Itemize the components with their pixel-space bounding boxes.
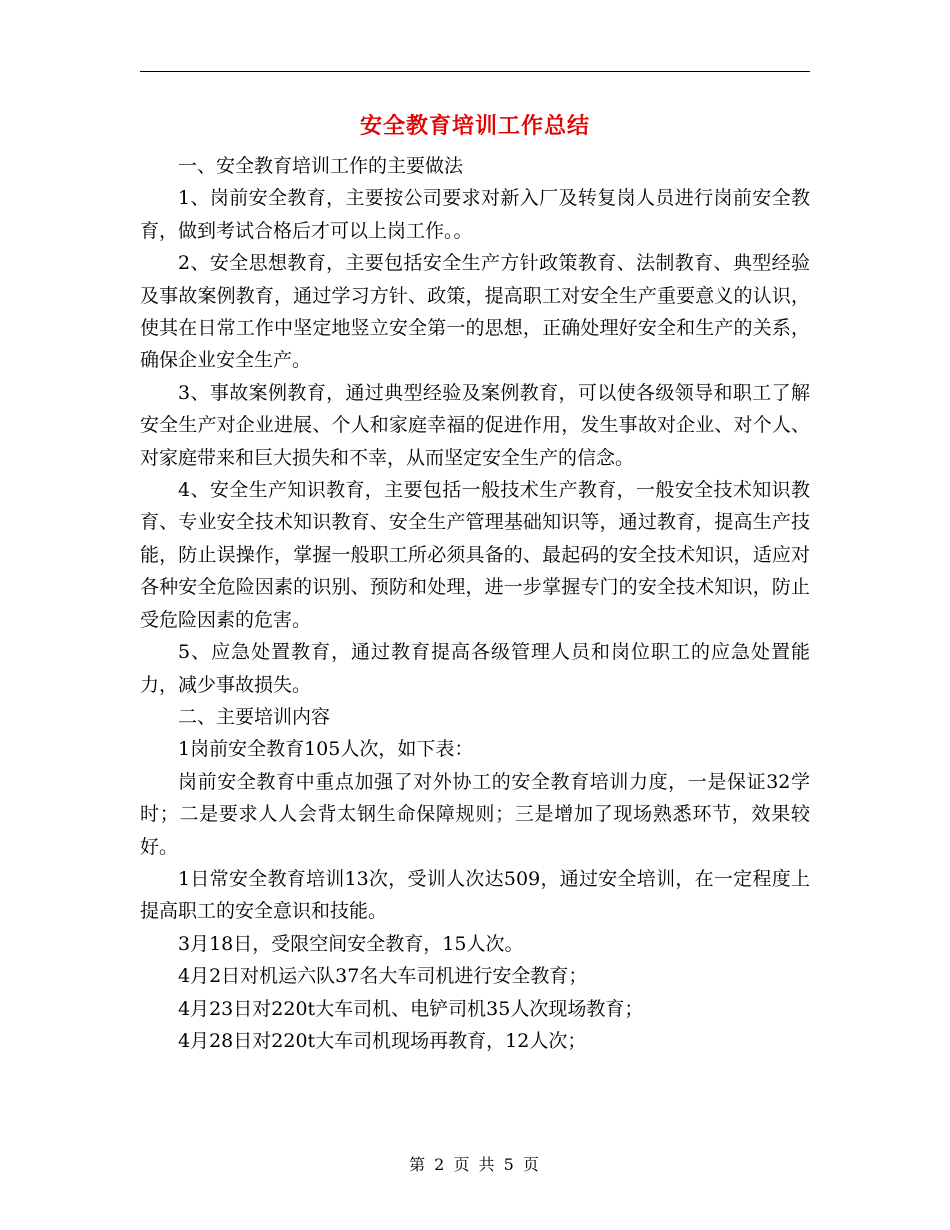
paragraph: 5、应急处置教育，通过教育提高各级管理人员和岗位职工的应急处置能力，减少事故损失。: [140, 641, 810, 696]
paragraph: 4月28日对220t大车司机现场再教育，12人次；: [178, 1029, 587, 1052]
document-body: [140, 150, 810, 1057]
paragraph: 2、安全思想教育，主要包括安全生产方针政策教育、法制教育、典型经验及事故案例教育，通过学习方针、政策，提高职工对安全生产重要意义的认识，使其在日常工作中坚定地竖立安全第一的思想，正确处理好安全和生产的关系，确保企业安全生产。: [140, 252, 810, 372]
header-rule: [140, 71, 810, 72]
paragraph: 4月2日对机运六队37名大车司机进行安全教育；: [178, 965, 588, 988]
paragraph: 4月23日对220t大车司机、电铲司机35人次现场教育；: [178, 997, 644, 1020]
document-title: 安全教育培训工作总结: [359, 113, 590, 139]
paragraph: 1岗前安全教育105人次，如下表：: [178, 738, 474, 761]
paragraph: 1、岗前安全教育，主要按公司要求对新入厂及转复岗人员进行岗前安全教育，做到考试合格后才可以上岗工作。。: [140, 187, 810, 242]
paragraph: 3月18日，受限空间安全教育，15人次。: [178, 932, 524, 955]
section-heading: 二、主要培训内容: [178, 705, 331, 728]
paragraph: 1日常安全教育培训13次，受训人次达509，通过安全培训，在一定程度上提高职工的安全意识和技能。: [140, 867, 810, 923]
paragraph: 4、安全生产知识教育，主要包括一般技术生产教育，一般安全技术知识教育、专业安全技术知识教育、安全生产管理基础知识等，通过教育，提高生产技能，防止误操作，掌握一般职工所必须具备的、最起码的安全技术知识，适应对各种安全危险因素的识别、预防和处理，进一步掌握专门的安全技术知识，防止受危险因素的危害。: [140, 479, 810, 631]
paragraph: 3、事故案例教育，通过典型经验及案例教育，可以使各级领导和职工了解安全生产对企业进展、个人和家庭幸福的促进作用，发生事故对企业、对个人、对家庭带来和巨大损失和不幸，从而坚定安全生产的信念。: [140, 381, 810, 469]
section-heading: 一、安全教育培训工作的主要做法: [178, 155, 464, 177]
page-number: 第 2 页 共 5 页: [409, 1155, 541, 1174]
paragraph: 岗前安全教育中重点加强了对外协工的安全教育培训力度，一是保证32学时；二是要求人人会背太钢生命保障规则；三是增加了现场熟悉环节，效果较好。: [140, 770, 810, 858]
